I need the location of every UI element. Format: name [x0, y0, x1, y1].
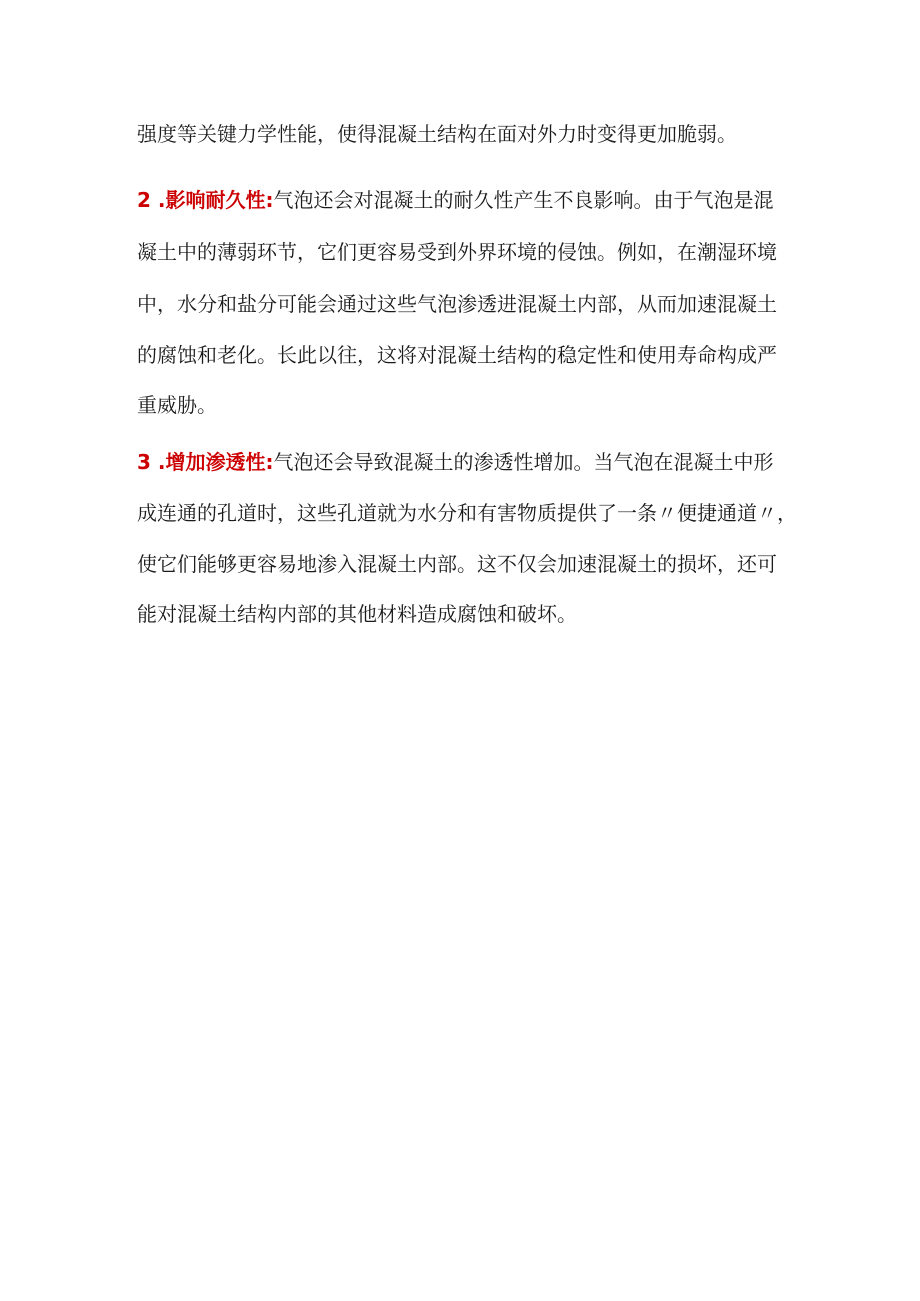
paragraph-2-line-1: [137, 186, 773, 214]
section-heading-durability: 2 .影响耐久性:: [137, 188, 274, 212]
section-heading-permeability: 3 .增加渗透性:: [137, 450, 274, 474]
paragraph-1-line-1: [137, 120, 737, 148]
paragraph-text: 气泡还会导致混凝土的渗透性增加。当气泡在混凝土中形: [273, 450, 774, 474]
paragraph-text: 使它们能够更容易地渗入混凝土内部。这不仅会加速混凝土的损坏，还可: [137, 552, 777, 576]
paragraph-text: 气泡还会对混凝土的耐久性产生不良影响。由于气泡是混: [273, 188, 774, 212]
paragraph-2-line-3: [137, 290, 777, 318]
paragraph-text: 能对混凝土结构内部的其他材料造成腐蚀和破坏。: [137, 602, 577, 626]
paragraph-text: 的腐蚀和老化。长此以往，这将对混凝土结构的稳定性和使用寿命构成严: [137, 343, 777, 367]
paragraph-text: 凝土中的薄弱环节，它们更容易受到外界环境的侵蚀。例如，在潮湿环境: [137, 240, 777, 264]
paragraph-text: 重威胁。: [137, 393, 217, 417]
paragraph-text: 中，水分和盐分可能会通过这些气泡渗透进混凝土内部，从而加速混凝土: [137, 292, 777, 316]
paragraph-2-line-2: [137, 238, 777, 266]
paragraph-3-line-4: [137, 600, 577, 628]
paragraph-2-line-5: [137, 391, 217, 419]
paragraph-3-line-3: [137, 550, 777, 578]
paragraph-2-line-4: [137, 341, 777, 369]
paragraph-3-line-1: [137, 448, 773, 476]
paragraph-text: 成连通的孔道时，这些孔道就为水分和有害物质提供了一条〃便捷通道〃，: [137, 501, 797, 525]
paragraph-3-line-2: [137, 499, 797, 527]
paragraph-text: 强度等关键力学性能，使得混凝土结构在面对外力时变得更加脆弱。: [137, 122, 737, 146]
